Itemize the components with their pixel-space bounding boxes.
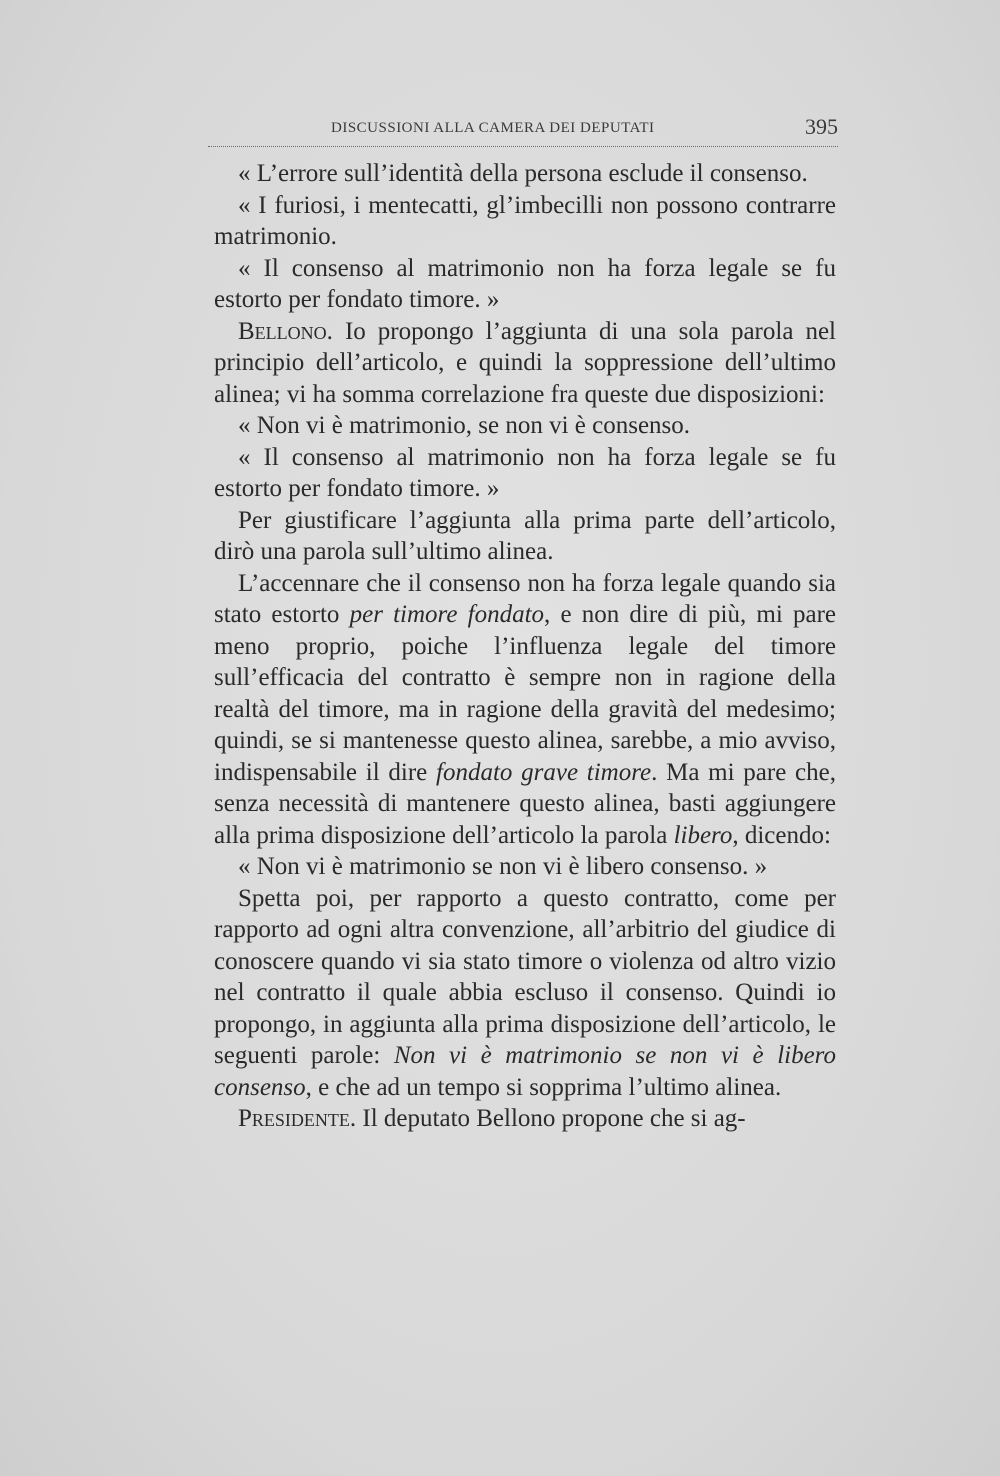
page-number: 395 — [805, 114, 838, 139]
paragraph — [214, 190, 836, 253]
paragraph — [214, 505, 836, 568]
text-run: , e non dire di più, mi pare meno proprio, poiche l’influenza legale del timore sull’efficacia del contratto è sempre non in ragione della realtà del timore, ma in ragione della gravità del medesimo; quindi, se si mantenesse questo alinea, sarebbe, a mio avviso, indispensabile il dire — [214, 601, 837, 786]
text-run: . Il deputato Bellono propone che si ag- — [349, 1105, 746, 1132]
text-run: « Non vi è matrimonio, se non vi è consenso. — [238, 412, 691, 439]
text-run: « Il consenso al matrimonio non ha forza legale se fu estorto per fondato timore. » — [214, 254, 836, 313]
text-run: « Il consenso al matrimonio non ha forza legale se fu estorto per fondato timore. » — [214, 443, 836, 502]
text-run: , dicendo: — [732, 821, 831, 849]
paragraph — [214, 253, 836, 316]
italic-text: per timore fondato — [349, 601, 545, 628]
text-run: L’accennare che il consenso non ha forza legale quando sia stato estorto — [214, 569, 836, 628]
italic-text: Non vi è matrimonio se non vi è libero consenso — [214, 1042, 836, 1101]
body-text — [214, 158, 836, 1135]
text-run: Per giustificare l’aggiunta alla prima parte dell’articolo, dirò una parola sull’ultimo alinea. — [214, 506, 836, 565]
paragraph — [214, 410, 836, 442]
paragraph — [214, 883, 836, 1104]
running-head: DISCUSSIONI ALLA CAMERA DEI DEPUTATI — [331, 120, 655, 136]
text-run: « L’errore sull’identità della persona esclude il consenso. — [238, 160, 808, 187]
paragraph — [214, 442, 836, 505]
paragraph — [214, 568, 836, 852]
text-run: « Non vi è matrimonio se non vi è libero consenso. » — [238, 853, 768, 880]
text-run: « I furiosi, i mentecatti, gl’imbecilli non possono contrarre matrimonio. — [214, 191, 836, 250]
paragraph — [214, 158, 836, 190]
text-run: , e che ad un tempo si sopprima l’ultimo alinea. — [305, 1073, 782, 1101]
text-run: Spetta poi, per rapporto a questo contratto, come per rapporto ad ogni altra convenzione, all’arbitrio del giudice di conoscere quando vi sia stato timore o violenza od altro vizio nel contratto il quale abbia escluso il consenso. Quindi io propongo, in aggiunta alla prima disposizione dell’articolo, le seguenti parole: — [214, 884, 836, 1069]
paragraph — [214, 316, 836, 411]
page-header — [208, 112, 838, 147]
text-run: . Ma mi pare che, senza necessità di mantenere questo alinea, basti aggiungere alla prima disposizione dell’articolo la parola — [214, 758, 836, 849]
italic-text: fondato grave timore — [436, 758, 652, 786]
speaker-name: Presidente — [238, 1105, 350, 1132]
italic-text: libero — [673, 821, 733, 849]
paragraph — [214, 851, 836, 883]
text-run: . Io propongo l’aggiunta di una sola parola nel principio dell’articolo, e quindi la soppressione dell’ultimo alinea; vi ha somma correlazione fra queste due disposizioni: — [214, 317, 836, 408]
speaker-name: Bellono — [238, 317, 327, 345]
paragraph — [214, 1103, 836, 1135]
